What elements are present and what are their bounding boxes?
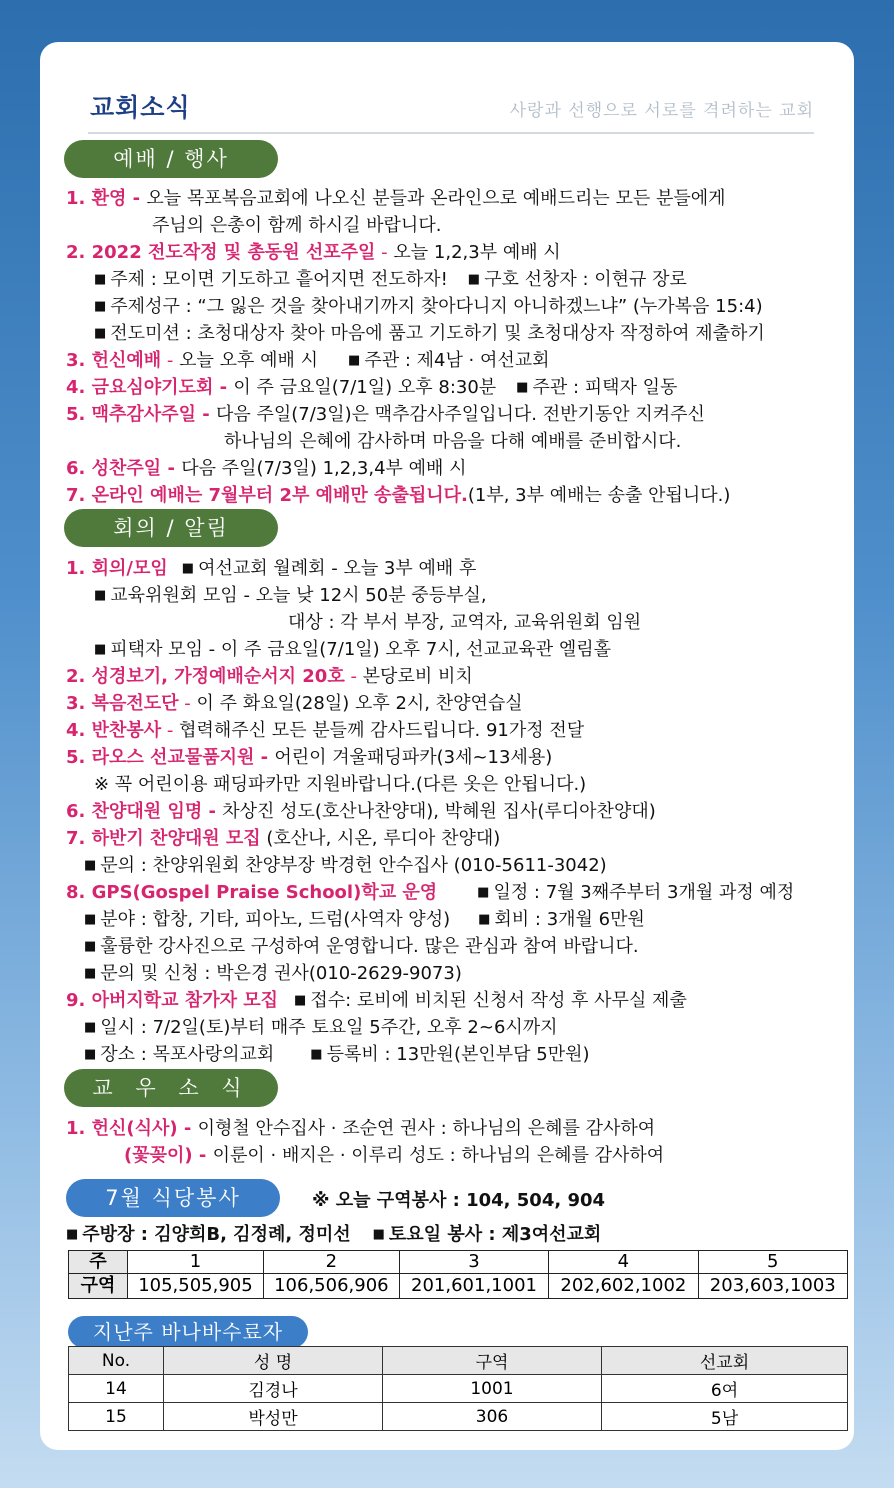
member-news-item-1: 1. 헌신(식사) - 이형철 안수집사 · 조순연 권사 : 하나님의 은혜를 감사하여 [66, 1118, 656, 1139]
meeting-item-3: 3. 복음전도단 - 이 주 화요일(28일) 오후 2시, 찬양연습실 [66, 693, 523, 714]
table-cell: 105,505,905 [128, 1274, 264, 1299]
worship-item-2-theme: ■ 주제 : 모이면 기도하고 흩어지면 전도하자! ■ 구호 선창자 : 이현규 장로 [94, 269, 687, 290]
section-worship-heading: 예배 / 행사 [64, 140, 278, 178]
meeting-item-9-place: ■ 장소 : 목포사랑의교회 ■ 등록비 : 13만원(본인부담 5만원) [84, 1044, 590, 1065]
worship-item-5: 5. 맥추감사주일 - 다음 주일(7/3일)은 맥추감사주일입니다. 전반기동안 지켜주신 [66, 404, 705, 425]
table-row [69, 1251, 848, 1274]
church-tagline: 사랑과 선행으로 서로를 격려하는 교회 [509, 101, 814, 121]
section-meeting-heading: 회의 / 알림 [64, 509, 278, 547]
section-member-news-heading: 교 우 소 식 [64, 1069, 278, 1107]
meeting-item-5: 5. 라오스 선교물품지원 - 어린이 겨울패딩파카(3세~13세용) [66, 747, 553, 768]
worship-item-6: 6. 성찬주일 - 다음 주일(7/3일) 1,2,3,4부 예배 시 [66, 458, 467, 479]
week-label: 주 [69, 1251, 128, 1274]
meeting-item-1-edu: ■ 교육위원회 모임 - 오늘 낮 12시 50분 중등부실, [94, 585, 487, 606]
member-news-item-2: (꽃꽂이) - 이룬이 · 배지은 · 이루리 성도 : 하나님의 은혜를 감사하여 [124, 1145, 665, 1166]
table-cell: 박성만 [164, 1403, 383, 1431]
kitchen-area-note: ※ 오늘 구역봉사 : 104, 504, 904 [312, 1190, 606, 1211]
table-cell: 202,602,1002 [549, 1274, 698, 1299]
meeting-item-8: 8. GPS(Gospel Praise School)학교 운영 ■ 일정 : 7월 3째주부터 3개월 과정 예정 [66, 882, 795, 903]
worship-item-5-cont: 하나님의 은혜에 감사하며 마음을 다해 예배를 준비합시다. [224, 431, 682, 452]
worship-item-4: 4. 금요심야기도회 - 이 주 금요일(7/1일) 오후 8:30분 ■ 주관 : 피택자 일동 [66, 377, 678, 398]
table-cell: 201,601,1001 [399, 1274, 548, 1299]
table-cell: 6여 [602, 1375, 848, 1403]
table-cell: 15 [69, 1403, 164, 1431]
meeting-item-8-fields: ■ 분야 : 합창, 기타, 피아노, 드럼(사역자 양성) ■ 회비 : 3개월 6만원 [84, 909, 645, 930]
table-row [69, 1375, 848, 1403]
table-header-row [69, 1347, 848, 1375]
table-cell: 1001 [383, 1375, 602, 1403]
bulletin-card [40, 42, 854, 1450]
meeting-item-8-contact: ■ 문의 및 신청 : 박은경 권사(010-2629-9073) [84, 963, 462, 984]
meeting-item-9: 9. 아버지학교 참가자 모집 ■ 접수: 로비에 비치된 신청서 작성 후 사무실 제출 [66, 990, 687, 1011]
table-cell: 1 [128, 1251, 264, 1274]
meeting-item-7: 7. 하반기 찬양대원 모집 (호산나, 시온, 루디아 찬양대) [66, 828, 501, 849]
table-cell: 106,506,906 [263, 1274, 399, 1299]
meeting-item-6: 6. 찬양대원 임명 - 차상진 성도(호산나찬양대), 박혜원 집사(루디아찬양대) [66, 801, 656, 822]
worship-item-1: 1. 환영 - 오늘 목포복음교회에 나오신 분들과 온라인으로 예배드리는 모든 분들에게 [66, 188, 726, 209]
meeting-item-5-note: ※ 꼭 어린이용 패딩파카만 지원바랍니다.(다른 옷은 안됩니다.) [94, 774, 587, 795]
page-title: 교회소식 [90, 93, 191, 122]
section-banana-heading: 지난주 바나바수료자 [68, 1316, 308, 1348]
worship-item-2: 2. 2022 전도작정 및 총동원 선포주일 - 오늘 1,2,3부 예배 시 [66, 242, 561, 263]
area-label: 구역 [69, 1274, 128, 1299]
kitchen-schedule-table [68, 1250, 848, 1299]
column-header: 구역 [383, 1347, 602, 1375]
table-cell: 2 [263, 1251, 399, 1274]
column-header: 성 명 [164, 1347, 383, 1375]
column-header: 선교회 [602, 1347, 848, 1375]
meeting-item-1-edu-target: 대상 : 각 부서 부장, 교역자, 교육위원회 임원 [288, 612, 642, 633]
table-cell: 306 [383, 1403, 602, 1431]
table-cell: 김경나 [164, 1375, 383, 1403]
meeting-item-2: 2. 성경보기, 가정예배순서지 20호 - 본당로비 비치 [66, 666, 473, 687]
worship-item-7: 7. 온라인 예배는 7월부터 2부 예배만 송출됩니다.(1부, 3부 예배는 송출 안됩니다.) [66, 485, 731, 506]
worship-item-3: 3. 헌신예배 - 오늘 오후 예배 시 ■ 주관 : 제4남 · 여선교회 [66, 350, 550, 371]
meeting-item-7-contact: ■ 문의 : 찬양위원회 찬양부장 박경헌 안수집사 (010-5611-3042) [84, 855, 607, 876]
table-row [69, 1274, 848, 1299]
worship-item-1-cont: 주님의 은총이 함께 하시길 바랍니다. [152, 215, 442, 236]
meeting-item-8-desc: ■ 훌륭한 강사진으로 구성하여 운영합니다. 많은 관심과 참여 바랍니다. [84, 936, 639, 957]
meeting-item-4: 4. 반찬봉사 - 협력해주신 모든 분들께 감사드립니다. 91가정 전달 [66, 720, 585, 741]
table-cell: 4 [549, 1251, 698, 1274]
table-cell: 5 [698, 1251, 847, 1274]
header-divider [88, 132, 814, 134]
worship-item-2-verse: ■ 주제성구 : “그 잃은 것을 찾아내기까지 찾아다니지 아니하겠느냐” (누가복음 15:4) [94, 296, 763, 317]
banana-graduates-table [68, 1346, 848, 1431]
table-cell: 203,603,1003 [698, 1274, 847, 1299]
kitchen-staff: ■ 주방장 : 김양희B, 김정례, 정미선 ■ 토요일 봉사 : 제3여선교회 [66, 1224, 602, 1245]
table-cell: 14 [69, 1375, 164, 1403]
table-row [69, 1403, 848, 1431]
meeting-item-9-date: ■ 일시 : 7/2일(토)부터 매주 토요일 5주간, 오후 2~6시까지 [84, 1017, 558, 1038]
table-cell: 3 [399, 1251, 548, 1274]
column-header: No. [69, 1347, 164, 1375]
meeting-item-1-elect: ■ 피택자 모임 - 이 주 금요일(7/1일) 오후 7시, 선교교육관 엘림홀 [94, 639, 612, 660]
section-kitchen-heading: 7월 식당봉사 [66, 1179, 280, 1217]
meeting-item-1: 1. 회의/모임 ■ 여선교회 월례회 - 오늘 3부 예배 후 [66, 558, 477, 579]
table-cell: 5남 [602, 1403, 848, 1431]
worship-item-2-mission: ■ 전도미션 : 초청대상자 찾아 마음에 품고 기도하기 및 초청대상자 작정하여 제출하기 [94, 323, 765, 344]
